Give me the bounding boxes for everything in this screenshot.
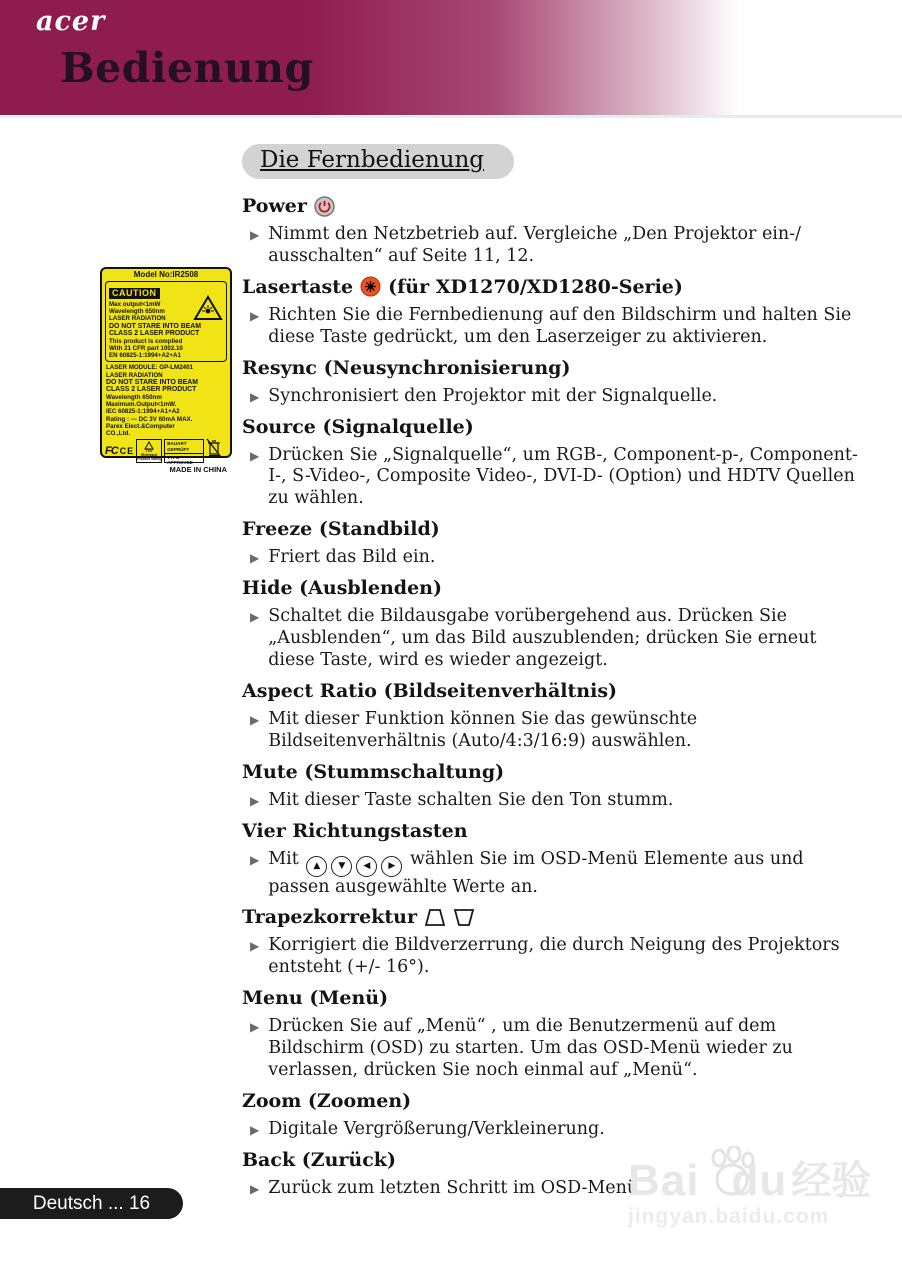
section-menu bbox=[242, 987, 890, 1082]
arrow-right-icon: ▶ bbox=[381, 856, 402, 877]
section-title: Freeze (Standbild) bbox=[242, 518, 440, 541]
keystone-up-icon bbox=[424, 908, 446, 927]
label-line: Rating : --- DC 3V 60mA MAX. bbox=[106, 415, 193, 423]
bullet-triangle-icon: ▶ bbox=[250, 610, 260, 625]
made-in-china-text: MADE IN CHINA bbox=[169, 465, 227, 475]
section-resync bbox=[242, 357, 890, 408]
label-line: Max output<1mW bbox=[109, 301, 161, 308]
label-model-number: Model No:IR2508 bbox=[133, 270, 199, 279]
section-laser bbox=[242, 276, 890, 349]
label-line: LASER RADIATION bbox=[106, 371, 163, 379]
watermark-url: jingyan.baidu.com bbox=[628, 1205, 830, 1228]
bullet-item: ▶ Drücken Sie „Signalquelle“, um RGB-, Component-p-, Component- I-, S-Video-, Composite Video-, DVI-D- (Option) und HDTV Quellen zu wählen. bbox=[250, 444, 858, 509]
bullet-item: ▶ Mit dieser Funktion können Sie das gewünschte Bildseitenverhältnis (Auto/4:3/16:9) auswählen. bbox=[250, 708, 698, 751]
bullet-item: ▶ Digitale Vergrößerung/Verkleinerung. bbox=[250, 1118, 605, 1139]
bullet-triangle-icon: ▶ bbox=[250, 712, 260, 727]
bullet-triangle-icon: ▶ bbox=[250, 1181, 260, 1196]
label-module-box bbox=[105, 362, 227, 437]
arrow-down-icon: ▼ bbox=[331, 856, 352, 877]
page-title: Bedienung bbox=[60, 44, 314, 92]
section-power bbox=[242, 195, 890, 268]
bullet-triangle-icon: ▶ bbox=[250, 308, 260, 323]
section-aspect-ratio bbox=[242, 680, 890, 753]
bullet-item: ▶ Drücken Sie auf „Menü“ , um die Benutzermenü auf dem Bildschirm (OSD) zu starten. Um das OSD-Menü wieder zu verlassen, drücken Sie noch einmal auf „Menü“. bbox=[250, 1016, 793, 1080]
section-title: Zoom (Zoomen) bbox=[242, 1089, 412, 1112]
bullet-item: ▶ Synchronisiert den Projektor mit der Signalquelle. bbox=[250, 385, 718, 406]
baidu-watermark bbox=[628, 1146, 898, 1229]
power-button-icon bbox=[314, 196, 335, 217]
bullet-item: ▶ Mit ▲ ▼ ◀ ▶ wählen Sie im OSD-Menü Elemente aus und passen ausgewählte Werte an. bbox=[250, 848, 804, 897]
section-heading-pill bbox=[242, 144, 514, 179]
bauart-geprueft-badge: BAUART GEPRÜFT TYPE APPROVED bbox=[164, 439, 204, 463]
weee-bin-icon bbox=[206, 438, 222, 464]
label-line: Parex Elect.&Computer bbox=[106, 422, 175, 430]
section-direction-keys bbox=[242, 820, 890, 899]
label-line: LASER MODULE: GP-LM2401 bbox=[106, 364, 193, 372]
watermark-brand-left: Bai bbox=[628, 1156, 700, 1205]
laser-button-icon bbox=[360, 276, 381, 297]
label-line: EN 60825-1:1994+A2+A1 bbox=[109, 352, 181, 360]
bullet-item: ▶ Nimmt den Netzbetrieb auf. Vergleiche „Den Projektor ein-/ ausschalten“ auf Seite 11, 12. bbox=[250, 224, 801, 266]
section-title: Trapezkorrektur bbox=[242, 906, 890, 928]
fcc-logo-icon: FC bbox=[105, 445, 118, 458]
label-line: This product is complied bbox=[109, 337, 183, 345]
label-line: Wavelength 650nm bbox=[106, 394, 162, 401]
section-source bbox=[242, 416, 890, 511]
tuv-mark-icon: TÜV Rheinland Product Safety bbox=[136, 439, 162, 463]
label-line: LASER RADIATION bbox=[109, 315, 166, 323]
bullet-item: ▶ Richten Sie die Fernbedienung auf den Bildschirm und halten Sie diese Taste gedrückt, um den Laserzeiger zu aktivieren. bbox=[250, 304, 852, 347]
label-caution-box bbox=[105, 281, 227, 362]
page-number-tab bbox=[0, 1188, 183, 1219]
section-title: Back (Zurück) bbox=[242, 1148, 396, 1171]
bullet-triangle-icon: ▶ bbox=[250, 1020, 260, 1035]
bullet-triangle-icon: ▶ bbox=[250, 1122, 260, 1137]
section-hide bbox=[242, 577, 890, 672]
page-number-label: Deutsch ... 16 bbox=[32, 1192, 151, 1214]
label-line: DO NOT STARE INTO BEAM bbox=[109, 322, 202, 330]
bullet-triangle-icon: ▶ bbox=[250, 793, 260, 808]
bullet-item: ▶ Schaltet die Bildausgabe vorübergehend aus. Drücken Sie „Ausblenden“, um das Bild auszublenden; drücken Sie erneut diese Taste, wird es wieder angezeigt. bbox=[250, 606, 817, 670]
bullet-triangle-icon: ▶ bbox=[250, 852, 260, 867]
watermark-chinese: 经验 bbox=[791, 1159, 872, 1203]
label-line: CLASS 2 LASER PRODUCT bbox=[109, 330, 200, 338]
laser-caution-label bbox=[100, 267, 232, 475]
label-line: CLASS 2 LASER PRODUCT bbox=[106, 386, 197, 394]
section-zoom bbox=[242, 1090, 890, 1141]
section-keystone bbox=[242, 906, 890, 979]
bullet-item: ▶ Zurück zum letzten Schritt im OSD-Menü. bbox=[250, 1177, 644, 1198]
bullet-triangle-icon: ▶ bbox=[250, 448, 260, 463]
section-title: Source (Signalquelle) bbox=[242, 415, 474, 438]
label-line: Wavelength 650nm bbox=[109, 308, 165, 316]
arrow-left-icon: ◀ bbox=[356, 856, 377, 877]
ce-mark-icon: CE bbox=[119, 446, 135, 457]
section-title: Menu (Menü) bbox=[242, 987, 389, 1010]
label-line: Maximum.Output<1mW. bbox=[106, 401, 177, 409]
bullet-item: ▶ Friert das Bild ein. bbox=[250, 547, 436, 568]
bullet-item: ▶ Korrigiert die Bildverzerrung, die durch Neigung des Projektors entsteht (+/- 16°). bbox=[250, 935, 840, 978]
section-title: Mute (Stummschaltung) bbox=[242, 760, 505, 783]
section-title: Power bbox=[242, 195, 890, 217]
arrow-up-icon: ▲ bbox=[306, 856, 327, 877]
section-title: Lasertaste (für XD1270/XD1280-Serie) bbox=[242, 275, 683, 298]
paw-print-icon bbox=[703, 1146, 761, 1203]
acer-logo: acer bbox=[36, 6, 106, 37]
label-line: With 21 CFR part 1002.10 bbox=[109, 345, 183, 352]
section-mute bbox=[242, 761, 890, 812]
label-line: CO.,Ltd. bbox=[106, 430, 131, 438]
section-freeze bbox=[242, 518, 890, 569]
section-title: Vier Richtungstasten bbox=[242, 819, 468, 842]
page-header bbox=[0, 0, 902, 118]
bullet-triangle-icon: ▶ bbox=[250, 228, 260, 242]
section-title: Hide (Ausblenden) bbox=[242, 577, 442, 600]
section-heading-text: Die Fernbedienung bbox=[260, 147, 485, 173]
main-content bbox=[242, 144, 890, 1207]
bullet-triangle-icon: ▶ bbox=[250, 551, 260, 566]
label-line: DO NOT STARE INTO BEAM bbox=[106, 378, 199, 386]
bullet-item: ▶ Mit dieser Taste schalten Sie den Ton stumm. bbox=[250, 789, 674, 810]
bullet-triangle-icon: ▶ bbox=[250, 939, 260, 954]
watermark-brand-right: du bbox=[731, 1156, 788, 1205]
label-line: IEC 60825-1:1994+A1+A2 bbox=[106, 408, 180, 416]
caution-badge: CAUTION bbox=[109, 288, 160, 299]
bullet-triangle-icon: ▶ bbox=[250, 389, 260, 404]
section-title: Resync (Neusynchronisierung) bbox=[242, 356, 571, 379]
label-cert-row bbox=[105, 438, 227, 464]
section-title: Aspect Ratio (Bildseitenverhältnis) bbox=[242, 679, 618, 702]
keystone-down-icon bbox=[453, 908, 475, 927]
laser-warning-triangle-icon bbox=[193, 295, 223, 326]
